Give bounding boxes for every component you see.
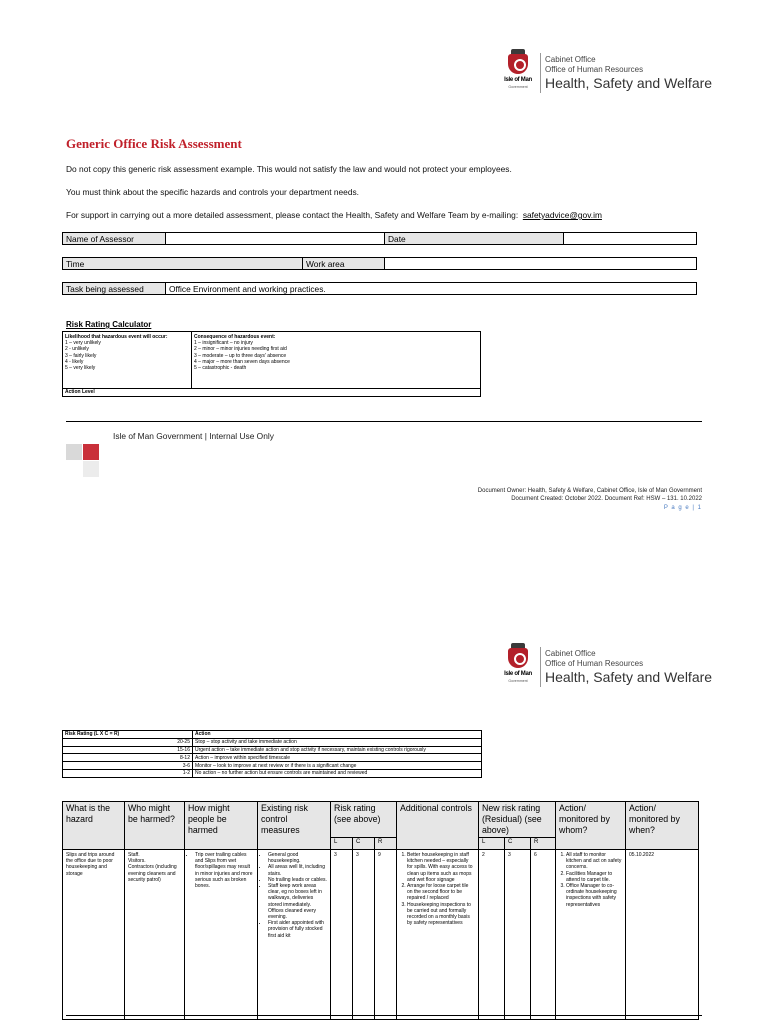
task-field[interactable]: Office Environment and working practices. [166,283,697,295]
risk-rating-calculator [62,331,481,397]
existing-controls-cell: • General good housekeeping. • All areas well lit, including stairs. • No trailing leads or cables. • Staff keep work areas clear, eg no boxes left in walkways, deliveries stored immediately. Offices cleaned every evening. • First aider appointed with provision of fully stocked first aid kit [258,850,331,1020]
rating-row: 15-16 Urgent action – take immediate action and stop activity if necessary, maintain existing controls rigorously [63,746,482,754]
footer-square-icon [66,444,82,460]
consequence-column: Consequence of hazardous event: 1 – insignificant – no injury 2 – minor – minor injuries needing first aid 3 – moderate – up to three days' absence 4 – major – more than seven days absence 5 – catastrophic - death [194,334,290,372]
consequence-value: 3 [353,850,375,1020]
likelihood-item: 3 – fairly likely [65,352,97,359]
org-name: Cabinet Office Office of Human Resources Health, Safety and Welfare [545,648,713,685]
footer-divider [66,421,702,422]
intro-paragraph-2: You must think about the specific hazards and controls your department needs. [66,187,359,197]
risk-assessment-table [62,801,699,1020]
classification-label: Isle of Man Government | Internal Use Only [113,431,274,441]
c-subheader: C [353,838,375,850]
table-row [63,850,699,1020]
likelihood-item: 1 – very unlikely [65,340,101,347]
rating-head: Risk Rating (L X C = R) [63,731,193,739]
hazard-cell: Slips and trips around the office due to poor housekeeping and storage [63,850,125,1020]
task-table [62,282,697,295]
consequence-item: 5 – catastrophic - death [194,365,247,372]
document-title: Generic Office Risk Assessment [66,136,242,151]
additional-controls-header: Additional controls [397,802,479,850]
hazard-header: What is the hazard [63,802,125,850]
by-when-cell: 05.10.2022 [626,850,699,1020]
contact-text: For support in carrying out a more detailed assessment, please contact the Health, Safety and Welfare Team by e-mailing: [66,210,519,220]
assessor-label: Name of Assessor [63,233,166,245]
header-logo [498,646,712,688]
likelihood-item: 2 - unlikely [65,346,89,353]
additional-controls-cell: 1. Better housekeeping in staff kitchen needed – especially for spills. With easy access to clean up items such as mops and wet floor signage 2. Arrange for loose carpet tile on the second floor to be repaired / replaced 3. Housekeeping inspections to be carried out and formally recorded on a monthly basis by safety representatives [397,850,479,1020]
consequence-item: 1 – insignificant – no injury [194,340,253,347]
action-level-label: Action Level [65,389,95,395]
action-head: Action [193,731,482,739]
intro-paragraph-1: Do not copy this generic risk assessment example. This would not satisfy the law and would not protect your employees. [66,164,512,174]
assessor-field[interactable] [166,233,385,245]
date-field[interactable] [564,233,697,245]
by-when-header: Action/ monitored by when? [626,802,699,850]
consequence-item: 2 – minor – minor injuries needing first aid [194,346,287,353]
l-subheader: L [331,838,353,850]
workarea-label: Work area [303,258,385,270]
r-subheader: R [531,838,556,850]
time-workarea-table [62,257,697,270]
risk-rating-action-table [62,730,482,778]
by-whom-header: Action/ monitored by whom? [556,802,626,850]
consequence-item: 3 – moderate – up to three days' absence [194,352,287,359]
org-name: Cabinet Office Office of Human Resources Health, Safety and Welfare [545,54,713,91]
consequence-item: 4 – major – more than seven days absence [194,358,290,365]
new-risk-value: 6 [531,850,556,1020]
likelihood-item: 5 – very likely [65,365,96,372]
document-meta: Document Owner: Health, Safety & Welfare, Cabinet Office, Isle of Man Government Document Created: October 2022. Document Ref: HSW – 131. 10.2022 [477,488,702,502]
how-cell: • Trip over trailing cables and Slips from wet floor/spillages may result in minor injuries and more serious such as broken bones. [185,850,258,1020]
isle-of-man-crest-icon: Isle of Man Government [498,52,538,94]
rating-row: 1-2 No action – no further action but ensure controls are maintained and reviewed [63,769,482,777]
who-header: Who might be harmed? [125,802,185,850]
likelihood-value: 3 [331,850,353,1020]
workarea-field[interactable] [385,258,697,270]
who-cell: Staff. Visitors. Contractors (including evening cleaners and security patrol) [125,850,185,1020]
r-subheader: R [375,838,397,850]
intro-paragraph-3 [66,210,602,220]
existing-controls-header: Existing risk control measures [258,802,331,850]
time-label: Time [63,258,303,270]
email-link[interactable]: safetyadvice@gov.im [522,210,602,220]
risk-rating-header: Risk rating (see above) [331,802,397,838]
c-subheader: C [505,838,531,850]
likelihood-item: 4 - likely [65,358,84,365]
rating-row: 3-6 Monitor – look to improve at next review or if there is a significant change [63,762,482,770]
footer-square-icon [83,461,99,477]
risk-rating-calculator-title: Risk Rating Calculator [66,320,152,329]
new-consequence-value: 3 [505,850,531,1020]
l-subheader: L [479,838,505,850]
by-whom-cell: 1. All staff to monitor kitchen and act on safety concerns. 2. Facilities Manager to attend to carpet tile. 3. Office Manager to co-ordinate housekeeping inspections with safety representatives [556,850,626,1020]
task-label: Task being assessed [63,283,166,295]
logo-divider [540,647,541,687]
rating-row: 8-12 Action – improve within specified timescale [63,754,482,762]
new-likelihood-value: 2 [479,850,505,1020]
assessor-date-table [62,232,697,245]
isle-of-man-crest-icon: Isle of Man Government [498,646,538,688]
risk-value: 9 [375,850,397,1020]
new-risk-rating-header: New risk rating (Residual) (see above) [479,802,556,838]
page-number: P a g e | 1 [663,505,702,511]
header-logo [498,52,712,94]
rating-row: 20-25 Stop – stop activity and take immediate action [63,738,482,746]
likelihood-column: Likelihood that hazardous event will occur: 1 – very unlikely 2 - unlikely 3 – fairly likely 4 - likely 5 – very likely [65,334,168,372]
footer-square-icon [83,444,99,460]
date-label: Date [385,233,564,245]
how-header: How might people be harmed [185,802,258,850]
logo-divider [540,53,541,93]
footer-divider [66,1015,702,1016]
